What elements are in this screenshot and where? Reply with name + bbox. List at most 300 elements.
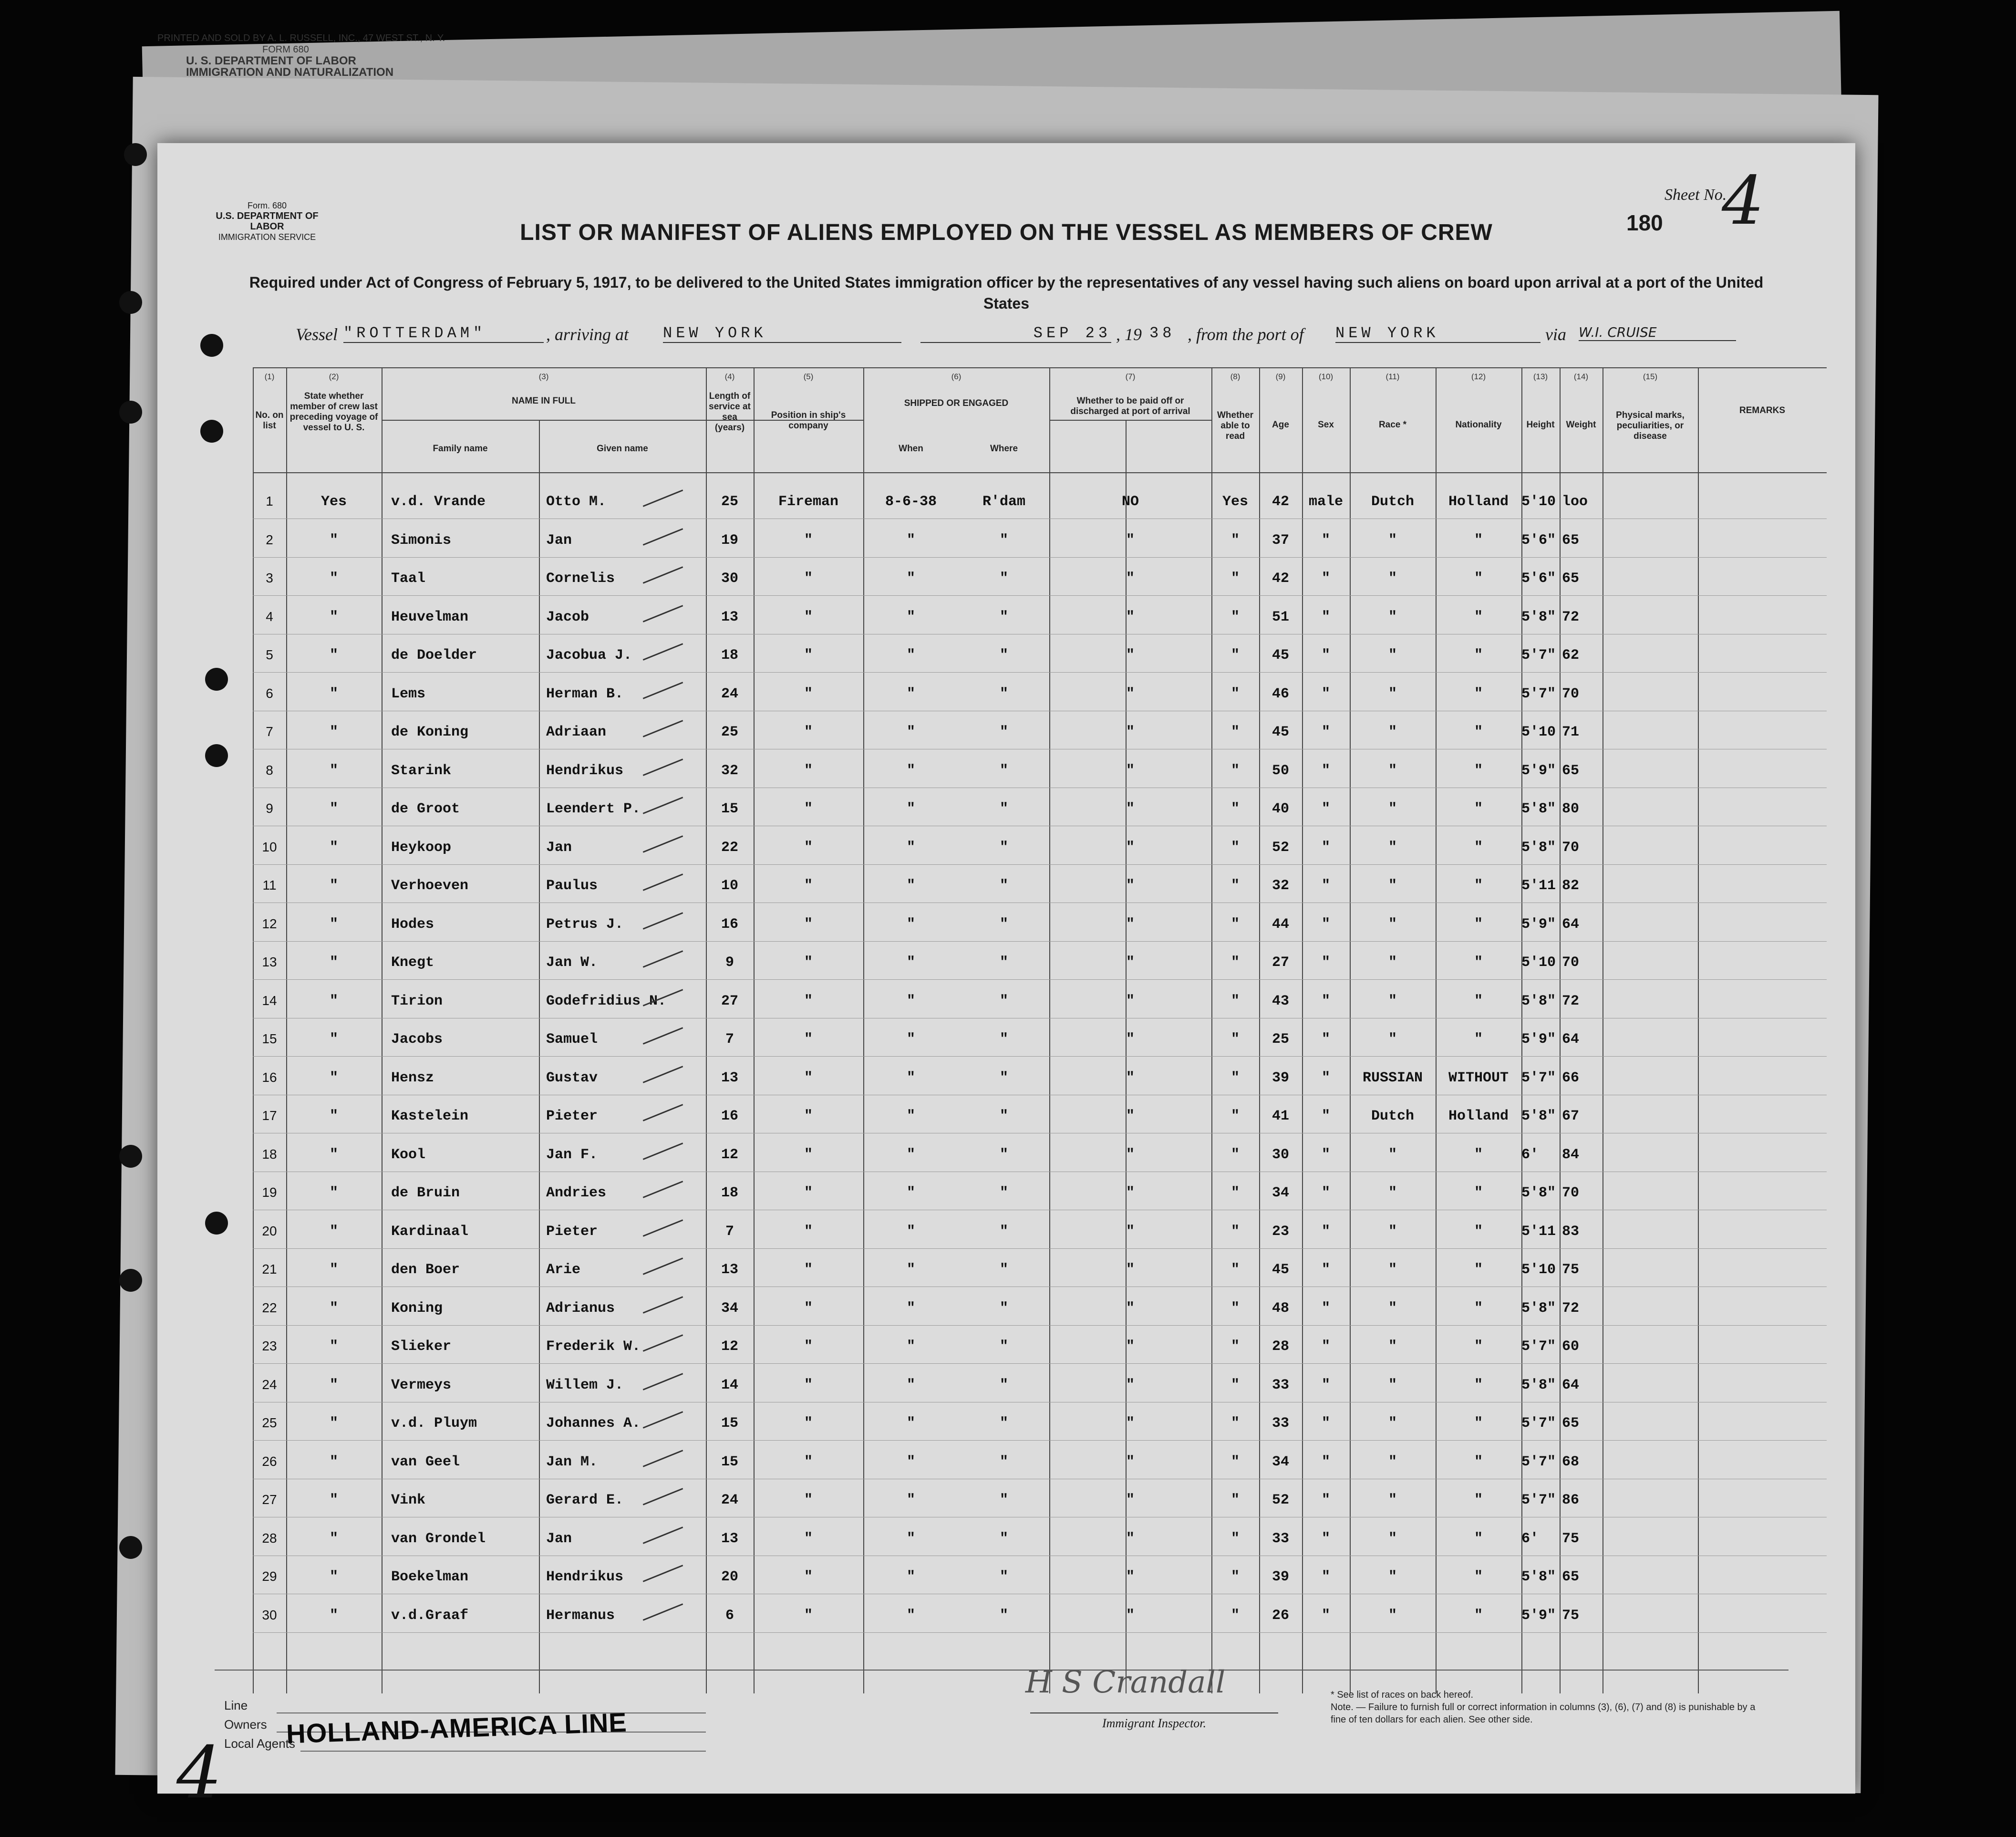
cell-race: " bbox=[1388, 571, 1397, 587]
cell-race: " bbox=[1388, 1300, 1397, 1317]
cell-sex: " bbox=[1321, 1108, 1330, 1124]
cell-family: Kardinaal bbox=[391, 1223, 469, 1240]
cell-where: " bbox=[999, 1146, 1008, 1163]
cell-when: " bbox=[906, 1146, 915, 1163]
header-given-name: Given name bbox=[597, 444, 648, 454]
cell-read: " bbox=[1230, 1300, 1240, 1317]
cell-read: " bbox=[1230, 878, 1240, 894]
document-title: LIST OR MANIFEST OF ALIENS EMPLOYED ON THE VESSEL AS MEMBERS OF CREW bbox=[520, 220, 1493, 245]
cell-when: " bbox=[906, 647, 915, 664]
cell-age: 45 bbox=[1272, 724, 1289, 740]
vessel-line bbox=[157, 324, 1855, 353]
cell-prev: " bbox=[329, 1607, 338, 1624]
arrival-year: 38 bbox=[1149, 324, 1176, 342]
cell-service: 9 bbox=[725, 955, 734, 971]
cell-paid: " bbox=[1126, 1146, 1135, 1163]
cell-where: " bbox=[999, 993, 1008, 1009]
cell-service: 14 bbox=[721, 1377, 738, 1393]
cell-where: " bbox=[999, 1069, 1008, 1086]
cell-age: 45 bbox=[1272, 647, 1289, 664]
cell-given: Jan M. bbox=[546, 1453, 598, 1470]
cell-race: " bbox=[1388, 1569, 1397, 1585]
cell-age: 44 bbox=[1272, 916, 1289, 933]
cell-prev: " bbox=[329, 916, 338, 933]
cell-service: 13 bbox=[721, 609, 738, 625]
cell-height: 5'9" bbox=[1521, 916, 1556, 933]
cell-no: 4 bbox=[266, 609, 273, 624]
cell-age: 23 bbox=[1272, 1223, 1289, 1240]
cell-no: 30 bbox=[262, 1607, 277, 1622]
cell-age: 34 bbox=[1272, 1185, 1289, 1201]
cell-prev: " bbox=[329, 1069, 338, 1086]
cell-nationality: " bbox=[1474, 839, 1483, 856]
cell-given: Hendrikus bbox=[546, 1569, 624, 1585]
cell-height: 5'9" bbox=[1521, 762, 1556, 779]
cell-no: 21 bbox=[262, 1262, 277, 1277]
cell-read: " bbox=[1230, 1262, 1240, 1278]
cell-paid: " bbox=[1126, 1262, 1135, 1278]
cell-position: " bbox=[804, 532, 813, 549]
cell-where: " bbox=[999, 1031, 1008, 1048]
cell-given: Adriaan bbox=[546, 724, 607, 740]
cell-paid: " bbox=[1126, 724, 1135, 740]
cell-when: " bbox=[906, 724, 915, 740]
cell-height: 5'7" bbox=[1521, 685, 1556, 702]
row-rule bbox=[253, 1632, 1827, 1633]
cell-prev: " bbox=[329, 609, 338, 625]
immigrant-inspector-label: Immigrant Inspector. bbox=[1030, 1712, 1278, 1731]
cell-paid: " bbox=[1126, 1530, 1135, 1547]
cell-race: " bbox=[1388, 724, 1397, 740]
printer-imprint bbox=[157, 32, 445, 78]
cell-nationality: " bbox=[1474, 1185, 1483, 1201]
cell-no: 18 bbox=[262, 1146, 277, 1162]
shipped-subheader-line bbox=[1049, 420, 1211, 421]
cell-read: " bbox=[1230, 1339, 1240, 1355]
cell-nationality: " bbox=[1474, 1569, 1483, 1585]
cell-weight: 65 bbox=[1562, 532, 1580, 549]
cell-family: Tirion bbox=[391, 993, 443, 1009]
cell-where: " bbox=[999, 839, 1008, 856]
cell-height: 5'8" bbox=[1521, 1300, 1556, 1317]
cell-weight: 70 bbox=[1562, 1185, 1580, 1201]
cell-position: " bbox=[804, 1108, 813, 1124]
header-length-of-service: Length of service at sea (years) bbox=[709, 391, 751, 433]
cell-given: Paulus bbox=[546, 878, 598, 894]
cell-race: " bbox=[1388, 1262, 1397, 1278]
cell-prev: " bbox=[329, 1415, 338, 1432]
cell-when: " bbox=[906, 1223, 915, 1240]
cell-service: 7 bbox=[725, 1031, 734, 1048]
footer-agents-label: Local Agents bbox=[224, 1736, 295, 1751]
cell-given: Godefridius N. bbox=[546, 993, 667, 1009]
cell-race: " bbox=[1388, 916, 1397, 933]
cell-paid: " bbox=[1126, 878, 1135, 894]
punch-hole bbox=[124, 143, 147, 166]
cell-no: 28 bbox=[262, 1530, 277, 1546]
row-rule bbox=[253, 1056, 1827, 1057]
cell-read: " bbox=[1230, 1069, 1240, 1086]
cell-given: Leendert P. bbox=[546, 801, 641, 817]
cell-given: Hendrikus bbox=[546, 762, 624, 779]
cell-family: Heuvelman bbox=[391, 609, 469, 625]
cell-position: " bbox=[804, 839, 813, 856]
cell-given: Jacob bbox=[546, 609, 589, 625]
inspector-signature: H S Crandall bbox=[1025, 1665, 1226, 1700]
cell-weight: 71 bbox=[1562, 724, 1580, 740]
cell-sex: " bbox=[1321, 1262, 1330, 1278]
cell-weight: 65 bbox=[1562, 1415, 1580, 1432]
cell-when: " bbox=[906, 801, 915, 817]
col-num-9: (9) bbox=[1275, 372, 1286, 381]
header-family-name: Family name bbox=[433, 444, 488, 454]
via-route: W.I. CRUISE bbox=[1579, 324, 1736, 341]
cell-nationality: " bbox=[1474, 1223, 1483, 1240]
cell-prev: " bbox=[329, 1339, 338, 1355]
punch-hole bbox=[119, 401, 142, 424]
cell-no: 10 bbox=[262, 839, 277, 854]
cell-nationality: " bbox=[1474, 609, 1483, 625]
cell-paid: " bbox=[1126, 762, 1135, 779]
cell-where: " bbox=[999, 1453, 1008, 1470]
cell-where: " bbox=[999, 724, 1008, 740]
cell-weight: 70 bbox=[1562, 955, 1580, 971]
cell-read: Yes bbox=[1222, 494, 1248, 510]
cell-when: " bbox=[906, 839, 915, 856]
cell-age: 32 bbox=[1272, 878, 1289, 894]
cell-when: " bbox=[906, 1530, 915, 1547]
cell-age: 41 bbox=[1272, 1108, 1289, 1124]
cell-given: Arie bbox=[546, 1262, 581, 1278]
cell-age: 43 bbox=[1272, 993, 1289, 1009]
cell-sex: " bbox=[1321, 609, 1330, 625]
cell-prev: " bbox=[329, 1146, 338, 1163]
cell-race: " bbox=[1388, 647, 1397, 664]
cell-sex: " bbox=[1321, 724, 1330, 740]
cell-when: " bbox=[906, 1069, 915, 1086]
cell-paid: " bbox=[1126, 532, 1135, 549]
cell-where: " bbox=[999, 1339, 1008, 1355]
cell-service: 19 bbox=[721, 532, 738, 549]
cell-position: " bbox=[804, 1492, 813, 1508]
cell-paid: " bbox=[1126, 1069, 1135, 1086]
cell-family: Kastelein bbox=[391, 1108, 469, 1124]
header-race: Race * bbox=[1378, 420, 1407, 430]
col-num-4: (4) bbox=[724, 372, 735, 381]
cell-when: " bbox=[906, 685, 915, 702]
cell-position: " bbox=[804, 1569, 813, 1585]
header-physical-marks: Physical marks, peculiarities, or disease bbox=[1616, 410, 1685, 441]
cell-sex: " bbox=[1321, 955, 1330, 971]
cell-prev: " bbox=[329, 955, 338, 971]
printer-line-1: PRINTED AND SOLD BY A. L. RUSSELL, INC., 47 WEST ST., N. Y. bbox=[157, 33, 445, 43]
punch-hole bbox=[119, 1536, 142, 1559]
cell-where: " bbox=[999, 1262, 1008, 1278]
cell-service: 7 bbox=[725, 1223, 734, 1240]
cell-sex: " bbox=[1321, 532, 1330, 549]
cell-given: Jacobua J. bbox=[546, 647, 632, 664]
cell-service: 13 bbox=[721, 1530, 738, 1547]
cell-age: 42 bbox=[1272, 571, 1289, 587]
from-label: , from the port of bbox=[1188, 325, 1304, 344]
cell-where: " bbox=[999, 685, 1008, 702]
cell-read: " bbox=[1230, 1415, 1240, 1432]
cell-no: 27 bbox=[262, 1492, 277, 1507]
cell-service: 15 bbox=[721, 801, 738, 817]
cell-service: 18 bbox=[721, 1185, 738, 1201]
cell-when: " bbox=[906, 1300, 915, 1317]
row-rule bbox=[253, 864, 1827, 865]
cell-given: Frederik W. bbox=[546, 1339, 641, 1355]
cell-no: 8 bbox=[266, 762, 273, 778]
cell-paid: " bbox=[1126, 1300, 1135, 1317]
header-shipped-when: When bbox=[899, 444, 923, 454]
cell-no: 14 bbox=[262, 993, 277, 1008]
cell-age: 28 bbox=[1272, 1339, 1289, 1355]
cell-height: 5'9" bbox=[1521, 1607, 1556, 1624]
cell-family: Taal bbox=[391, 571, 426, 587]
cell-age: 33 bbox=[1272, 1530, 1289, 1547]
vessel-label: Vessel bbox=[296, 325, 338, 344]
col-divider bbox=[539, 420, 540, 1693]
cell-weight: 70 bbox=[1562, 685, 1580, 702]
cell-weight: 64 bbox=[1562, 1031, 1580, 1048]
cell-sex: " bbox=[1321, 1453, 1330, 1470]
cell-when: " bbox=[906, 1569, 915, 1585]
cell-no: 22 bbox=[262, 1300, 277, 1315]
cell-age: 39 bbox=[1272, 1069, 1289, 1086]
cell-height: 5'7" bbox=[1521, 1453, 1556, 1470]
cell-sex: " bbox=[1321, 1377, 1330, 1393]
row-rule bbox=[253, 672, 1827, 673]
cell-position: " bbox=[804, 1262, 813, 1278]
manifest-sheet bbox=[157, 143, 1855, 1815]
cell-age: 30 bbox=[1272, 1146, 1289, 1163]
cell-position: " bbox=[804, 685, 813, 702]
cell-age: 34 bbox=[1272, 1453, 1289, 1470]
from-port: NEW YORK bbox=[1335, 324, 1540, 343]
cell-weight: 75 bbox=[1562, 1530, 1580, 1547]
cell-family: Verhoeven bbox=[391, 878, 469, 894]
cell-nationality: " bbox=[1474, 532, 1483, 549]
cell-when: " bbox=[906, 1031, 915, 1048]
cell-when: " bbox=[906, 916, 915, 933]
vessel-name: "ROTTERDAM" bbox=[343, 324, 544, 343]
arrival-port: NEW YORK bbox=[663, 324, 901, 343]
cell-family: de Koning bbox=[391, 724, 469, 740]
cell-weight: 62 bbox=[1562, 647, 1580, 664]
cell-given: Petrus J. bbox=[546, 916, 624, 933]
punch-hole bbox=[119, 291, 142, 314]
cell-read: " bbox=[1230, 532, 1240, 549]
cell-paid: " bbox=[1126, 1453, 1135, 1470]
cell-paid: " bbox=[1126, 1108, 1135, 1124]
cell-age: 33 bbox=[1272, 1415, 1289, 1432]
cell-family: Hensz bbox=[391, 1069, 434, 1086]
cell-age: 42 bbox=[1272, 494, 1289, 510]
cell-paid: " bbox=[1126, 609, 1135, 625]
cell-read: " bbox=[1230, 1453, 1240, 1470]
cell-where: " bbox=[999, 916, 1008, 933]
cell-nationality: " bbox=[1474, 571, 1483, 587]
cell-family: v.d.Graaf bbox=[391, 1607, 469, 1624]
row-rule bbox=[253, 557, 1827, 558]
cell-height: 6' bbox=[1521, 1146, 1539, 1163]
cell-where: " bbox=[999, 1415, 1008, 1432]
cell-family: Simonis bbox=[391, 532, 452, 549]
cell-nationality: " bbox=[1474, 916, 1483, 933]
sheet-number-handwritten: 4 bbox=[1722, 162, 1765, 240]
cell-prev: " bbox=[329, 1569, 338, 1585]
cell-race: " bbox=[1388, 955, 1397, 971]
cell-nationality: Holland bbox=[1448, 1108, 1509, 1124]
form-service: IMMIGRATION SERVICE bbox=[218, 232, 316, 242]
cell-weight: 64 bbox=[1562, 916, 1580, 933]
cell-height: 5'9" bbox=[1521, 1031, 1556, 1048]
cell-race: " bbox=[1388, 1146, 1397, 1163]
cell-weight: 67 bbox=[1562, 1108, 1580, 1124]
header-no-on-list: No. on list bbox=[255, 410, 284, 431]
cell-position: " bbox=[804, 1223, 813, 1240]
cell-sex: " bbox=[1321, 878, 1330, 894]
punch-hole bbox=[119, 1145, 142, 1168]
cell-weight: 75 bbox=[1562, 1607, 1580, 1624]
cell-nationality: " bbox=[1474, 1377, 1483, 1393]
cell-service: 27 bbox=[721, 993, 738, 1009]
cell-no: 15 bbox=[262, 1031, 277, 1046]
cell-read: " bbox=[1230, 801, 1240, 817]
col-num-13: (13) bbox=[1533, 372, 1548, 381]
cell-weight: 84 bbox=[1562, 1146, 1580, 1163]
cell-read: " bbox=[1230, 1223, 1240, 1240]
cell-family: Vermeys bbox=[391, 1377, 452, 1393]
cell-read: " bbox=[1230, 1607, 1240, 1624]
footer-agents-rule bbox=[300, 1751, 706, 1752]
cell-given: Jan bbox=[546, 532, 572, 549]
cell-height: 5'10 bbox=[1521, 494, 1556, 510]
cell-age: 26 bbox=[1272, 1607, 1289, 1624]
cell-no: 6 bbox=[266, 685, 273, 701]
cell-race: Dutch bbox=[1371, 1108, 1414, 1124]
header-shipped-or-engaged: SHIPPED OR ENGAGED bbox=[904, 398, 1009, 408]
cell-race: " bbox=[1388, 762, 1397, 779]
header-weight: Weight bbox=[1566, 420, 1596, 430]
cell-position: " bbox=[804, 1415, 813, 1432]
header-top-line bbox=[253, 367, 1827, 368]
printer-line-3: U. S. DEPARTMENT OF LABOR bbox=[186, 54, 356, 67]
cell-where: " bbox=[999, 1223, 1008, 1240]
cell-service: 12 bbox=[721, 1146, 738, 1163]
cell-nationality: " bbox=[1474, 647, 1483, 664]
cell-position: " bbox=[804, 1530, 813, 1547]
cell-position: " bbox=[804, 1300, 813, 1317]
header-bottom-line bbox=[253, 472, 1827, 473]
cell-given: Jan bbox=[546, 1530, 572, 1547]
cell-prev: " bbox=[329, 1300, 338, 1317]
cell-position: " bbox=[804, 724, 813, 740]
cell-race: RUSSIAN bbox=[1362, 1069, 1423, 1086]
cell-height: 5'10 bbox=[1521, 1262, 1556, 1278]
row-rule bbox=[253, 1440, 1827, 1441]
cell-service: 15 bbox=[721, 1453, 738, 1470]
cell-prev: " bbox=[329, 878, 338, 894]
cell-where: " bbox=[999, 1607, 1008, 1624]
cell-when: " bbox=[906, 993, 915, 1009]
cell-given: Jan F. bbox=[546, 1146, 598, 1163]
cell-race: " bbox=[1388, 532, 1397, 549]
cell-age: 52 bbox=[1272, 1492, 1289, 1508]
header-paid-off: Whether to be paid off or discharged at port of arrival bbox=[1070, 396, 1190, 416]
cell-weight: 86 bbox=[1562, 1492, 1580, 1508]
cell-prev: " bbox=[329, 762, 338, 779]
cell-prev: " bbox=[329, 647, 338, 664]
cell-age: 46 bbox=[1272, 685, 1289, 702]
cell-no: 7 bbox=[266, 724, 273, 739]
via-label: via bbox=[1545, 325, 1566, 344]
cell-service: 30 bbox=[721, 571, 738, 587]
sheet-number-label: Sheet No. bbox=[1664, 186, 1727, 204]
cell-nationality: " bbox=[1474, 1300, 1483, 1317]
cell-paid: " bbox=[1126, 1031, 1135, 1048]
cell-weight: 68 bbox=[1562, 1453, 1580, 1470]
cell-paid: " bbox=[1126, 993, 1135, 1009]
cell-given: Hermanus bbox=[546, 1607, 615, 1624]
cell-paid: " bbox=[1126, 685, 1135, 702]
cell-age: 39 bbox=[1272, 1569, 1289, 1585]
cell-position: " bbox=[804, 1377, 813, 1393]
cell-where: " bbox=[999, 1530, 1008, 1547]
cell-read: " bbox=[1230, 571, 1240, 587]
cell-position: " bbox=[804, 1453, 813, 1470]
cell-no: 19 bbox=[262, 1185, 277, 1200]
cell-race: " bbox=[1388, 801, 1397, 817]
cell-where: " bbox=[999, 647, 1008, 664]
cell-sex: " bbox=[1321, 1223, 1330, 1240]
cell-prev: " bbox=[329, 801, 338, 817]
cell-service: 24 bbox=[721, 1492, 738, 1508]
col-num-8: (8) bbox=[1230, 372, 1241, 381]
cell-family: de Doelder bbox=[391, 647, 477, 664]
cell-read: " bbox=[1230, 724, 1240, 740]
cell-prev: " bbox=[329, 1185, 338, 1201]
cell-height: 5'7" bbox=[1521, 1415, 1556, 1432]
cell-service: 25 bbox=[721, 494, 738, 510]
cell-height: 5'7" bbox=[1521, 1492, 1556, 1508]
cell-when: " bbox=[906, 1453, 915, 1470]
cell-when: " bbox=[906, 1108, 915, 1124]
cell-when: 8-6-38 bbox=[885, 494, 937, 510]
cell-weight: 60 bbox=[1562, 1339, 1580, 1355]
row-rule bbox=[253, 1363, 1827, 1364]
cell-nationality: " bbox=[1474, 878, 1483, 894]
cell-when: " bbox=[906, 1185, 915, 1201]
cell-where: " bbox=[999, 532, 1008, 549]
cell-read: " bbox=[1230, 1031, 1240, 1048]
cell-race: " bbox=[1388, 878, 1397, 894]
row-rule bbox=[253, 941, 1827, 942]
cell-service: 13 bbox=[721, 1262, 738, 1278]
form-number: Form. 680 bbox=[247, 201, 287, 210]
cell-height: 5'7" bbox=[1521, 647, 1556, 664]
cell-nationality: " bbox=[1474, 955, 1483, 971]
cell-read: " bbox=[1230, 1185, 1240, 1201]
header-previous-voyage: State whether member of crew last preceding voyage of vessel to U. S. bbox=[289, 391, 378, 433]
header-sex: Sex bbox=[1318, 420, 1334, 430]
cell-no: 1 bbox=[266, 494, 273, 509]
cell-no: 20 bbox=[262, 1223, 277, 1238]
cell-family: Slieker bbox=[391, 1339, 452, 1355]
cell-service: 22 bbox=[721, 839, 738, 856]
